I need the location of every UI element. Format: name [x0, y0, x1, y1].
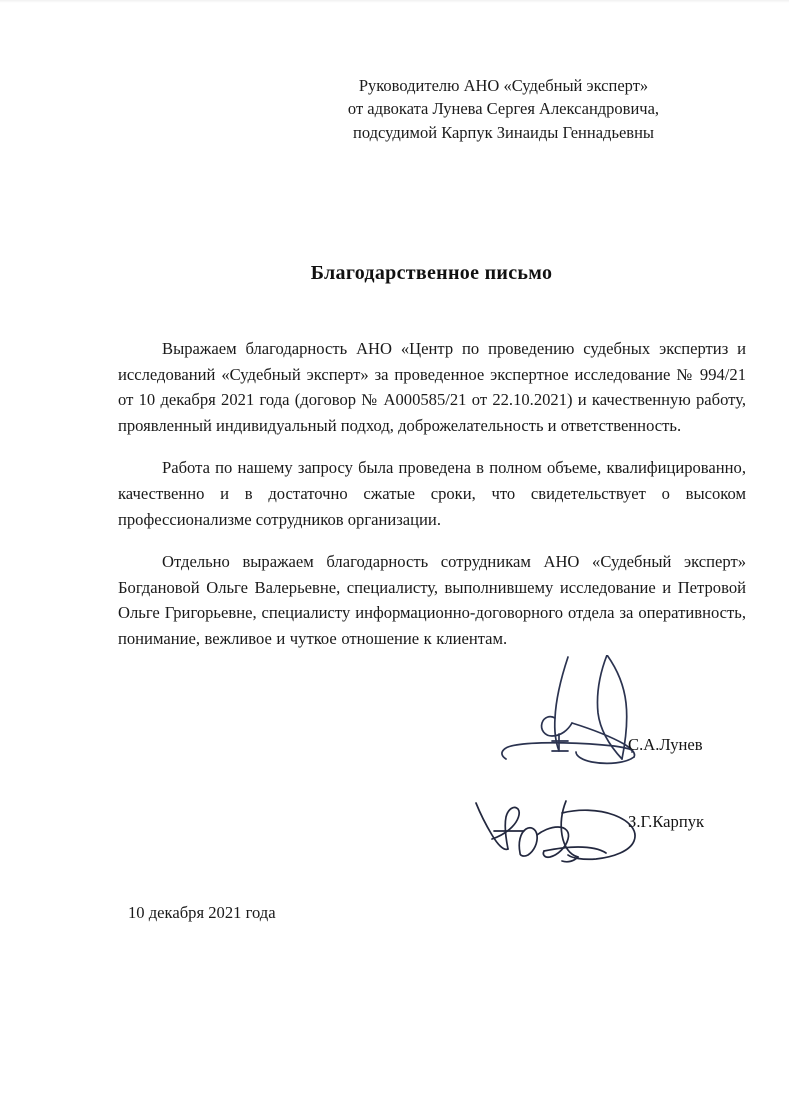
page-top-edge	[0, 0, 789, 3]
addressee-line-3: подсудимой Карпук Зинаиды Геннадьевны	[353, 122, 654, 142]
document-date: 10 декабря 2021 года	[128, 903, 276, 922]
addressee-block	[260, 74, 747, 144]
addressee-line-2: от адвоката Лунева Сергея Александровича,	[347, 99, 660, 119]
signatory-name-lunev: С.А.Лунев	[628, 735, 703, 754]
page-title: Благодарственное письмо	[310, 262, 553, 284]
addressee-line-1: Руководителю АНО «Судебный эксперт»	[358, 76, 649, 95]
signatory-name-karpuk: З.Г.Карпук	[628, 812, 705, 831]
body-paragraph-3: Отдельно выражаем благодарность сотрудникам АНО «Судебный эксперт» Богдановой Ольге Валерьевне, специалисту, выполнившему исследование и Петровой Ольге Григорьевне, специалисту информационно-договорного отдела за оперативность, понимание, вежливое и чуткое отношение к клиентам.	[118, 552, 746, 648]
letter-body	[118, 336, 746, 652]
body-paragraph-1: Выражаем благодарность АНО «Центр по проведению судебных экспертиз и исследований «Судебный эксперт» за проведенное экспертное исследование № 994/21 от 10 декабря 2021 года (договор № А000585/21 от 22.10.2021) и качественную работу, проявленный индивидуальный подход, доброжелательность и ответственность.	[118, 339, 746, 435]
handwritten-signature-icon-lunev	[476, 655, 676, 775]
body-paragraph-2: Работа по нашему запросу была проведена в полном объеме, квалифицированно, качественно и в достаточно сжатые сроки, что свидетельствует о высоком профессионализме сотрудников организации.	[118, 458, 746, 529]
